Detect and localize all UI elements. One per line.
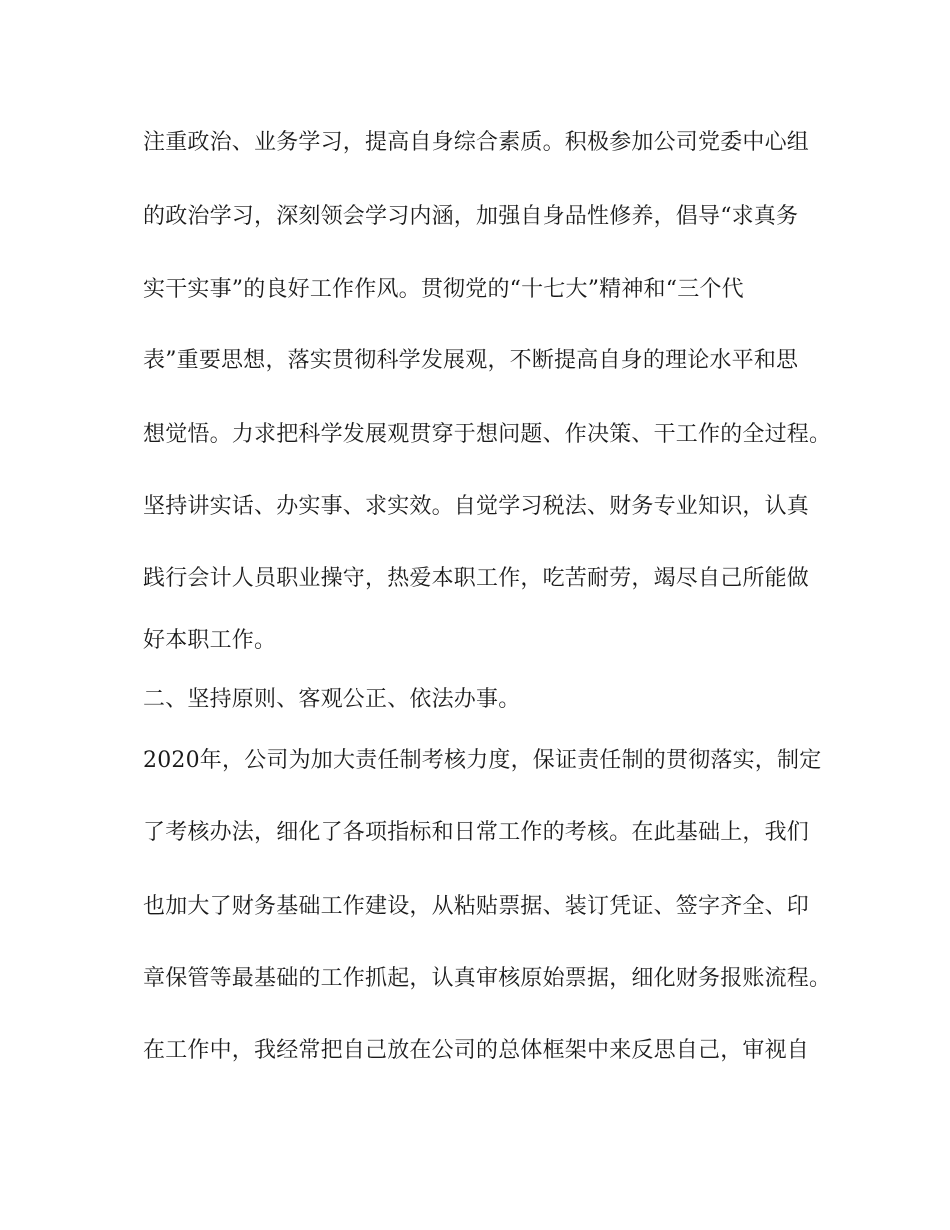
paragraph-line: 表”重要思想，落实贯彻科学发展观，不断提高自身的理论水平和思 [143,348,799,373]
paragraph-line: 注重政治、业务学习，提高自身综合素质。积极参加公司党委中心组 [143,130,810,155]
paragraph-line: 实干实事”的良好工作作风。贯彻党的“十七大”精神和“三个代 [143,277,744,302]
paragraph-line: 在工作中，我经常把自己放在公司的总体框架中来反思自己，审视自 [143,1038,810,1063]
paragraph-line: 2020年，公司为加大责任制考核力度，保证责任制的贯彻落实，制定 [143,748,822,773]
paragraph-line: 章保管等最基础的工作抓起，认真审核原始票据，细化财务报账流程。 [143,966,832,991]
paragraph-line: 坚持讲实话、办实事、求实效。自觉学习税法、财务专业知识，认真 [143,494,810,519]
paragraph-line: 的政治学习，深刻领会学习内涵，加强自身品性修养，倡导“求真务 [143,204,799,229]
paragraph-line: 也加大了财务基础工作建设，从粘贴票据、装订凭证、签字齐全、印 [143,894,810,919]
paragraph-line: 了考核办法，细化了各项指标和日常工作的考核。在此基础上，我们 [143,820,810,845]
paragraph-line: 践行会计人员职业操守，热爱本职工作，吃苦耐劳，竭尽自己所能做 [143,566,810,591]
section-heading: 二、坚持原则、客观公正、依法办事。 [143,687,521,712]
paragraph-line: 好本职工作。 [143,628,277,653]
paragraph-line: 想觉悟。力求把科学发展观贯穿于想问题、作决策、干工作的全过程。 [143,422,832,447]
